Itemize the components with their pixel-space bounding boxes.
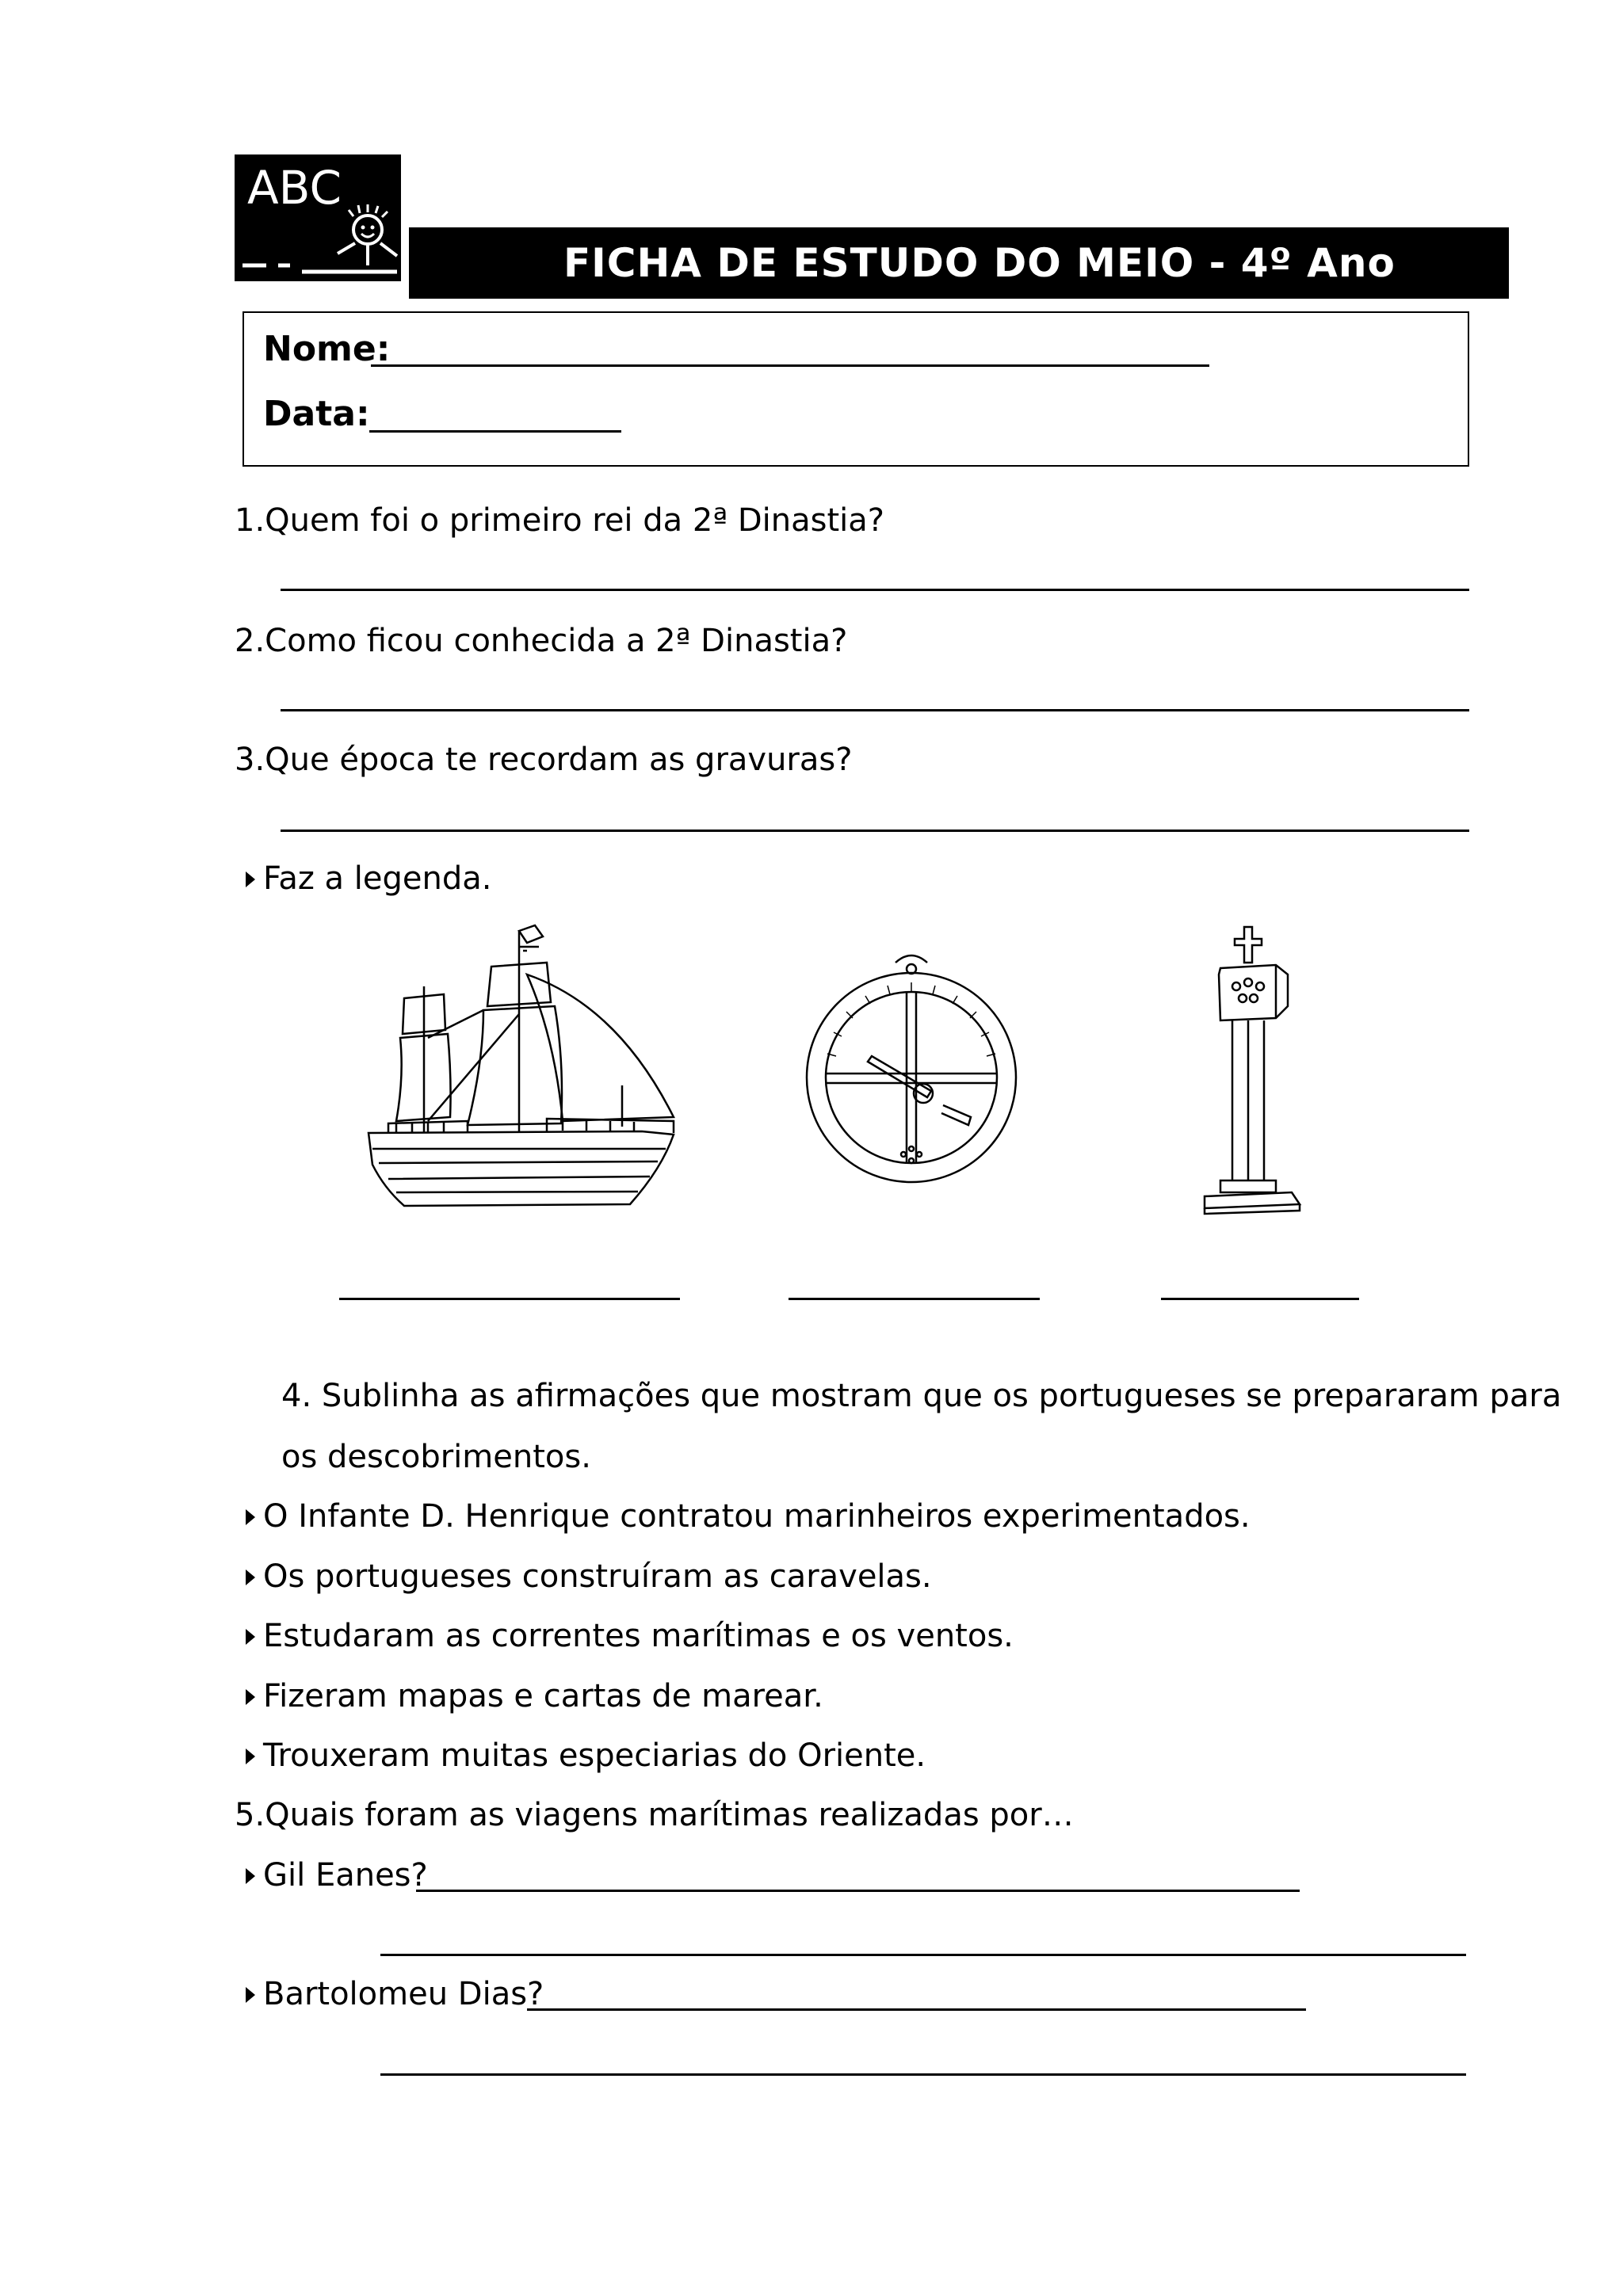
q5-item-bartolomeu-dias: [246, 1975, 544, 2013]
legend-line-astrolabe[interactable]: [789, 1298, 1040, 1300]
question-4-line-2: os descobrimentos.: [281, 1439, 591, 1475]
statement-item[interactable]: [246, 1737, 926, 1775]
statement-text: Trouxeram muitas especiarias do Oriente.: [263, 1737, 926, 1774]
title-bar: [409, 227, 1509, 299]
padrao-icon: [1189, 919, 1308, 1228]
answer-line-bartolomeu-dias[interactable]: [527, 2008, 1306, 2011]
logo-text: ABC: [247, 161, 342, 215]
question-3: 3.Que época te recordam as gravuras?: [235, 742, 853, 778]
bullet-arrow-icon: [246, 1569, 255, 1585]
statement-text: Estudaram as correntes marítimas e os ventos.: [263, 1618, 1014, 1654]
question-5: 5.Quais foram as viagens marítimas realizadas por…: [235, 1797, 1074, 1833]
date-line[interactable]: [369, 430, 621, 433]
q5-item-label: Gil Eanes?: [263, 1857, 428, 1894]
bullet-arrow-icon: [246, 1689, 255, 1705]
legend-line-caravel[interactable]: [339, 1298, 680, 1300]
abc-logo: [235, 154, 401, 281]
answer-line-bartolomeu-dias-2[interactable]: [380, 2073, 1466, 2076]
q5-item-gil-eanes: [246, 1856, 428, 1894]
statement-item[interactable]: [246, 1677, 823, 1715]
astrolabe-icon: [792, 947, 1030, 1192]
q5-item-label: Bartolomeu Dias?: [263, 1976, 544, 2012]
answer-line-1[interactable]: [281, 589, 1469, 591]
bullet-arrow-icon: [246, 871, 255, 887]
answer-line-gil-eanes[interactable]: [416, 1890, 1300, 1892]
statement-text: O Infante D. Henrique contratou marinheiros experimentados.: [263, 1498, 1251, 1535]
legend-instruction: [246, 860, 491, 898]
date-label: Data:: [263, 394, 370, 434]
name-line[interactable]: [371, 364, 1209, 367]
question-2: 2.Como ficou conhecida a 2ª Dinastia?: [235, 623, 848, 659]
question-4-line-1: 4. Sublinha as afirmações que mostram que os portugueses se prepararam para: [281, 1378, 1562, 1414]
abc-logo-icon: [235, 154, 401, 281]
legend-instruction-text: Faz a legenda.: [263, 860, 492, 897]
statement-item[interactable]: [246, 1497, 1251, 1535]
statement-item[interactable]: [246, 1617, 1014, 1655]
caravel-icon: [357, 919, 689, 1220]
bullet-arrow-icon: [246, 1629, 255, 1645]
answer-line-gil-eanes-2[interactable]: [380, 1954, 1466, 1956]
question-1: 1.Quem foi o primeiro rei da 2ª Dinastia?: [235, 502, 885, 539]
bullet-arrow-icon: [246, 1509, 255, 1525]
statement-item[interactable]: [246, 1558, 932, 1596]
student-info-box: [242, 311, 1469, 467]
bullet-arrow-icon: [246, 1987, 255, 2003]
bullet-arrow-icon: [246, 1868, 255, 1884]
bullet-arrow-icon: [246, 1749, 255, 1764]
answer-line-2[interactable]: [281, 709, 1469, 711]
page-title: FICHA DE ESTUDO DO MEIO - 4º Ano: [563, 240, 1396, 286]
statement-text: Fizeram mapas e cartas de marear.: [263, 1678, 823, 1714]
legend-line-padrao[interactable]: [1161, 1298, 1359, 1300]
name-label: Nome:: [263, 329, 391, 369]
statement-text: Os portugueses construíram as caravelas.: [263, 1558, 932, 1595]
answer-line-3[interactable]: [281, 830, 1469, 832]
